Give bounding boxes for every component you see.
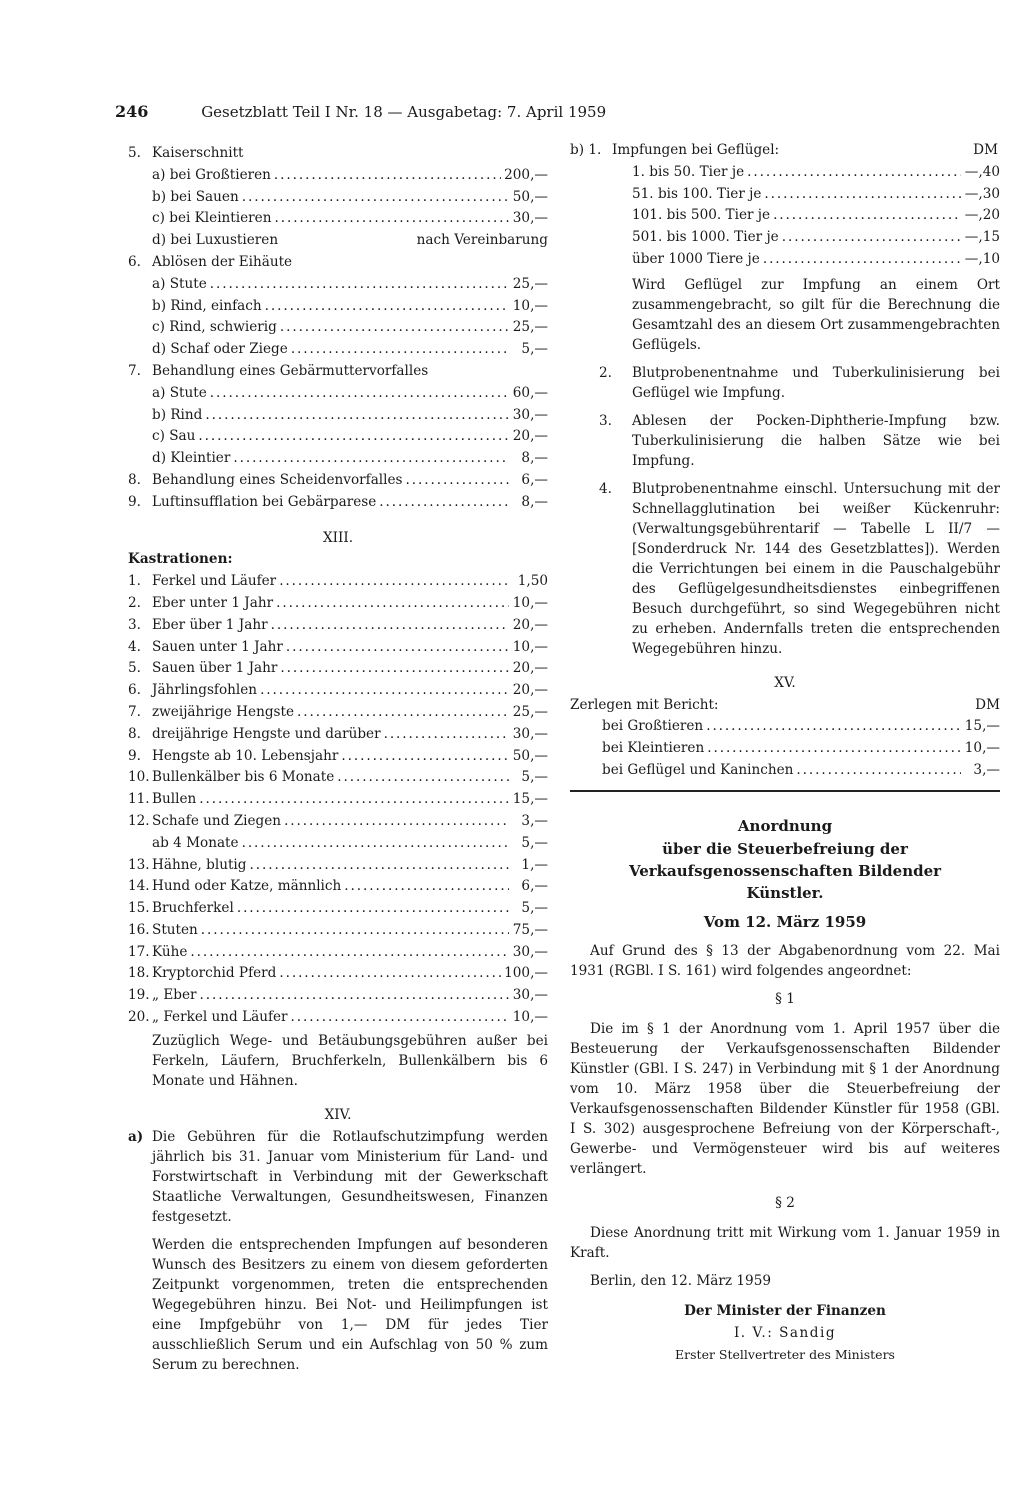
kastration-item-row [128, 615, 548, 637]
kastration-item-label: Hengste ab 10. Lebensjahr [152, 747, 339, 764]
kastration-item-number: 11. [128, 791, 150, 808]
kastration-item-row [128, 985, 548, 1007]
xv-value: 10,— [964, 740, 1000, 757]
paragraph-2-heading: § 2 [775, 1195, 795, 1212]
kastration-item-leader-dots [297, 702, 509, 724]
kastration-item-row [128, 746, 548, 768]
kastration-item-value: 1,50 [517, 573, 548, 590]
tariff-item-label: a) bei Großtieren [152, 166, 271, 183]
tariff-item-row [128, 317, 548, 339]
kastration-item-row [128, 833, 548, 855]
xv-leader-dots [706, 716, 961, 738]
tariff-item-label: c) bei Kleintieren [152, 210, 272, 227]
kastration-item-row [128, 702, 548, 724]
b4-block [570, 479, 1000, 659]
kastration-item-number: 10. [128, 769, 150, 786]
kastration-item-value: 10,— [512, 1009, 548, 1026]
kastration-item-label: Schafe und Ziegen [152, 812, 282, 829]
xiv-a-block [128, 1127, 548, 1227]
kastration-item-number: 13. [128, 856, 150, 873]
left-column [128, 143, 548, 1375]
tariff-item-label: Kaiserschnitt [152, 145, 244, 161]
tariff-item-leader-dots [198, 426, 509, 448]
kastration-item-label: zweijährige Hengste [152, 703, 295, 720]
kastration-item-leader-dots [190, 942, 509, 964]
kastration-item-leader-dots [271, 615, 509, 637]
tariff-item-number: 5. [128, 145, 141, 161]
kastration-item-row [128, 724, 548, 746]
tariff-item-row [128, 230, 548, 252]
tariff-item-leader-dots [274, 165, 501, 187]
kastration-item-row [128, 658, 548, 680]
tariff-item-leader-dots [210, 383, 509, 405]
kastrationen-heading: Kastrationen: [128, 551, 233, 568]
tariff-item-value: nach Vereinbarung [416, 232, 548, 249]
b4-number: 4. [599, 480, 612, 497]
tier-leader-dots [773, 205, 961, 227]
kastration-item-leader-dots [344, 876, 509, 898]
kastration-item-number: 16. [128, 921, 150, 938]
kastration-item-number: 6. [128, 682, 141, 699]
tariff-item-row [128, 448, 548, 470]
tariff-item-row [128, 405, 548, 427]
kastration-item-label: Hähne, blutig [152, 856, 247, 873]
tariff-item-label: b) bei Sauen [152, 188, 239, 205]
kastration-item-value: 20,— [512, 616, 548, 633]
tariff-item-leader-dots [274, 208, 509, 230]
tier-value: —,40 [964, 163, 1000, 180]
xv-list [570, 716, 1000, 781]
tariff-item-number: 9. [128, 493, 141, 510]
paragraph-1-heading: § 1 [775, 991, 795, 1008]
tariff-item-row [128, 383, 548, 405]
tariff-item-label: d) bei Luxustieren [152, 232, 279, 249]
kastration-item-row [128, 942, 548, 964]
tariff-item-value: 8,— [521, 450, 548, 467]
kastration-item-label: Kryptorchid Pferd [152, 965, 277, 982]
tariff-item-row [128, 252, 548, 274]
kastration-item-row [128, 680, 548, 702]
kastration-item-row [128, 855, 548, 877]
kastration-item-number: 1. [128, 573, 141, 590]
zerlegen-row [570, 695, 1000, 717]
tariff-item-label: Behandlung eines Gebärmuttervorfalles [152, 362, 429, 379]
kastration-item-number: 2. [128, 594, 141, 611]
tariff-item-label: Behandlung eines Scheidenvorfalles [152, 471, 403, 488]
kastration-item-leader-dots [286, 637, 509, 659]
tariff-item-label: Luftinsufflation bei Gebärparese [152, 493, 377, 510]
tariff-item-row [128, 470, 548, 492]
kastration-item-number: 8. [128, 725, 141, 742]
kastration-item-value: 20,— [512, 660, 548, 677]
kastration-item-value: 50,— [512, 747, 548, 764]
b-heading-row [570, 140, 1000, 162]
signatory-role: Erster Stellvertreter des Ministers [675, 1347, 895, 1363]
kastration-item-leader-dots [200, 985, 509, 1007]
kastration-item-number: 19. [128, 987, 150, 1004]
kastration-item-value: 3,— [521, 812, 548, 829]
tariff-item-label: c) Rind, schwierig [152, 319, 277, 336]
kastration-item-number: 4. [128, 638, 141, 655]
tariff-item-value: 25,— [512, 319, 548, 336]
tariff-item-value: 20,— [512, 428, 548, 445]
kastration-item-label: ab 4 Monate [152, 834, 239, 851]
tariff-item-row [128, 274, 548, 296]
anordnung-title: Anordnung [737, 816, 833, 835]
tier-value: —,30 [964, 185, 1000, 202]
xv-leader-dots [707, 738, 961, 760]
tariff-item-row [128, 187, 548, 209]
kastration-item-value: 10,— [512, 594, 548, 611]
kastration-item-value: 30,— [512, 987, 548, 1004]
tariff-item-value: 50,— [512, 188, 548, 205]
kastration-item-value: 100,— [504, 965, 548, 982]
tier-leader-dots [763, 249, 961, 271]
kastration-item-row [128, 811, 548, 833]
tier-row [570, 227, 1000, 249]
kastration-item-label: Sauen unter 1 Jahr [152, 638, 283, 655]
tariff-item-row [128, 165, 548, 187]
tariff-item-leader-dots [406, 470, 509, 492]
b-marker: b) 1. [570, 142, 602, 158]
tier-row [570, 249, 1000, 271]
kastration-item-value: 20,— [512, 682, 548, 699]
decree-intro: Auf Grund des § 13 der Abgabenordnung vom 22. Mai 1931 (RGBl. I S. 161) wird folgendes angeordnet: [570, 943, 1000, 980]
kastration-item-label: Sauen über 1 Jahr [152, 660, 278, 677]
kastration-item-value: 10,— [512, 638, 548, 655]
xv-label: bei Geflügel und Kaninchen [602, 761, 794, 778]
tariff-item-label: b) Rind, einfach [152, 297, 262, 314]
xv-row [570, 760, 1000, 782]
kastration-item-row [128, 1007, 548, 1029]
tariff-item-row [128, 143, 548, 165]
tariff-item-value: 25,— [512, 275, 548, 292]
kastration-item-number: 3. [128, 616, 141, 633]
tariff-item-number: 8. [128, 471, 141, 488]
section-divider [570, 790, 1000, 792]
kastration-item-label: Eber über 1 Jahr [152, 616, 268, 633]
zerlegen-label: Zerlegen mit Bericht: [570, 696, 719, 713]
tier-leader-dots [764, 184, 961, 206]
tier-leader-dots [782, 227, 961, 249]
kastration-item-number: 14. [128, 878, 150, 895]
tariff-item-leader-dots [379, 492, 509, 514]
tier-label: 501. bis 1000. Tier je [632, 229, 779, 246]
kastration-item-number: 15. [128, 900, 150, 917]
tariff-item-leader-dots [233, 448, 509, 470]
kastration-item-number: 12. [128, 812, 150, 829]
tariff-list-kastrationen [128, 571, 548, 1029]
xv-label: bei Großtieren [602, 718, 704, 735]
tier-label: 51. bis 100. Tier je [632, 185, 762, 202]
kastration-item-number: 7. [128, 703, 141, 720]
kastration-item-label: Stuten [152, 921, 198, 938]
kastration-item-leader-dots [249, 855, 509, 877]
tier-label: 1. bis 50. Tier je [632, 163, 745, 180]
page-header [115, 102, 795, 121]
tariff-item-leader-dots [280, 317, 509, 339]
kastration-item-value: 75,— [512, 921, 548, 938]
kastration-item-leader-dots [199, 789, 509, 811]
b4-text: Blutprobenentnahme einschl. Untersuchung mit der Schnellagglutination bei weißer Kückenruhr: (Verwaltungsgebührentarif — Tabelle L II/7 — [Sonderdruck Nr. 144 des Gesetzblattes]). Werden die Verrichtungen bei einem in die Pauschalgebühr des Geflügelgesundheitsdienstes einbegriffenen Besuch durchgeführt, so sind Wegegebühren nicht zu erheben. Andernfalls treten die entsprechenden Wegegebühren hinzu. [632, 480, 1000, 657]
tariff-item-leader-dots [205, 405, 509, 427]
kastration-item-value: 30,— [512, 725, 548, 742]
b3-text: Ablesen der Pocken-Diphtherie-Impfung bzw. Tuberkulinisierung die halben Sätze wie bei Impfung. [632, 412, 1000, 469]
b-heading: Impfungen bei Geflügel: [612, 142, 780, 158]
kastration-item-label: „ Ferkel und Läufer [152, 1009, 288, 1026]
tariff-item-row [128, 361, 548, 383]
tariff-item-row [128, 296, 548, 318]
b3-number: 3. [599, 412, 612, 429]
kastration-item-leader-dots [279, 571, 509, 593]
b-dm: DM [973, 142, 998, 158]
kastration-item-leader-dots [284, 811, 509, 833]
kastration-item-label: Hund oder Katze, männlich [152, 878, 342, 895]
tariff-item-row [128, 208, 548, 230]
paragraph-1-text: Die im § 1 der Anordnung vom 1. April 1957 über die Besteuerung der Verkaufsgenossenschaften Bildender Künstler (GBl. I S. 247) in Verbindung mit § 1 der Anordnung vom 10. März 1958 über die Steuerbefreiung der Verkaufsgenossenschaften Bildender Künstler für 1958 (GBl. I S. 302) ausgesprochene Befreiung von der Körperschaft-, Gewerbe- und Vermögensteuer wird bis auf weiteres verlängert. [570, 1021, 1000, 1178]
kastration-item-row [128, 571, 548, 593]
xv-value: 3,— [973, 761, 1000, 778]
kastration-item-label: Ferkel und Läufer [152, 573, 277, 590]
b2-block [570, 363, 1000, 403]
section-xiv-heading: XIV. [324, 1106, 352, 1123]
kastration-item-label: Jährlingsfohlen [152, 682, 258, 699]
kastration-item-label: Kühe [152, 943, 188, 960]
tier-row [570, 162, 1000, 184]
xv-dm: DM [975, 696, 1000, 713]
tariff-item-value: 6,— [521, 471, 548, 488]
b3-block [570, 411, 1000, 471]
signatory-name: I. V.: Sandig [733, 1324, 837, 1341]
tariff-item-row [128, 339, 548, 361]
tariff-item-value: 5,— [521, 341, 548, 358]
tariff-item-value: 30,— [512, 406, 548, 423]
tariff-item-value: 200,— [504, 166, 548, 183]
tariff-item-label: c) Sau [152, 428, 196, 445]
kastration-item-row [128, 767, 548, 789]
tariff-item-leader-dots [210, 274, 509, 296]
tariff-item-value: 60,— [512, 384, 548, 401]
kastration-item-number: 5. [128, 660, 141, 677]
tariff-item-label: d) Kleintier [152, 450, 231, 467]
kastration-item-row [128, 898, 548, 920]
kastration-item-leader-dots [384, 724, 509, 746]
signatory-title: Der Minister der Finanzen [684, 1302, 886, 1319]
tier-leader-dots [747, 162, 961, 184]
b2-number: 2. [599, 364, 612, 381]
kastration-item-leader-dots [337, 767, 509, 789]
xv-row [570, 738, 1000, 760]
tariff-item-row [128, 492, 548, 514]
kastration-item-value: 15,— [512, 791, 548, 808]
tariff-item-number: 6. [128, 253, 141, 270]
tier-row [570, 205, 1000, 227]
paragraph-2-text: Diese Anordnung tritt mit Wirkung vom 1. Januar 1959 in Kraft. [570, 1224, 1000, 1261]
section-xv-heading: XV. [774, 674, 796, 691]
kastration-item-row [128, 963, 548, 985]
kastration-item-row [128, 637, 548, 659]
tariff-item-label: Ablösen der Eihäute [152, 253, 293, 270]
kastration-item-label: Eber unter 1 Jahr [152, 594, 274, 611]
xv-label: bei Kleintieren [602, 740, 705, 757]
kastration-item-value: 5,— [521, 769, 548, 786]
tier-list [570, 162, 1000, 271]
kastration-item-leader-dots [242, 833, 509, 855]
tier-value: —,20 [964, 207, 1000, 224]
place-and-date: Berlin, den 12. März 1959 [590, 1272, 771, 1289]
page-number: 246 [115, 102, 149, 121]
xv-leader-dots [796, 760, 961, 782]
xv-row [570, 716, 1000, 738]
xv-value: 15,— [964, 718, 1000, 735]
kastration-item-leader-dots [291, 1007, 509, 1029]
decree-date: Vom 12. März 1959 [703, 912, 867, 931]
right-column [570, 140, 1000, 1366]
tariff-list-xii [128, 143, 548, 514]
kastration-item-label: „ Eber [152, 987, 197, 1004]
kastration-item-leader-dots [279, 963, 501, 985]
kastration-item-leader-dots [341, 746, 509, 768]
zuzueglich-note: Zuzüglich Wege- und Betäubungsgebühren außer bei Ferkeln, Läufern, Bruchferkeln, Bullenkälbern bis 6 Monate und Hähnen. [152, 1032, 548, 1089]
tariff-item-value: 8,— [521, 493, 548, 510]
b1-note: Wird Geflügel zur Impfung an einem Ort zusammengebracht, so gilt für die Berechnung die Gesamtzahl des an diesem Ort zusammengebrachten Geflügels. [632, 276, 1000, 353]
kastration-item-row [128, 876, 548, 898]
kastration-item-value: 25,— [512, 703, 548, 720]
kastration-item-number: 17. [128, 943, 150, 960]
section-xiii-heading: XIII. [322, 529, 354, 546]
anordnung-subtitle: über die Steuerbefreiung der Verkaufsgenossenschaften Bildender Künstler. [628, 839, 942, 902]
gazette-title: Gesetzblatt Teil I Nr. 18 — Ausgabetag: 7. April 1959 [201, 103, 607, 121]
tier-value: —,15 [964, 229, 1000, 246]
kastration-item-row [128, 593, 548, 615]
kastration-item-number: 9. [128, 747, 141, 764]
kastration-item-row [128, 920, 548, 942]
tariff-item-label: b) Rind [152, 406, 203, 423]
kastration-item-value: 5,— [521, 900, 548, 917]
kastration-item-leader-dots [276, 593, 509, 615]
kastration-item-value: 6,— [521, 878, 548, 895]
tariff-item-row [128, 426, 548, 448]
kastration-item-value: 5,— [521, 834, 548, 851]
kastration-item-row [128, 789, 548, 811]
kastration-item-value: 1,— [521, 856, 548, 873]
kastration-item-leader-dots [260, 680, 509, 702]
kastration-item-number: 18. [128, 965, 150, 982]
kastration-item-label: Bullen [152, 791, 197, 808]
kastration-item-leader-dots [201, 920, 509, 942]
tier-label: 101. bis 500. Tier je [632, 207, 771, 224]
kastration-item-leader-dots [280, 658, 509, 680]
tariff-item-number: 7. [128, 362, 141, 379]
tariff-item-value: 10,— [512, 297, 548, 314]
tariff-item-label: d) Schaf oder Ziege [152, 341, 288, 358]
kastration-item-leader-dots [237, 898, 509, 920]
b2-text: Blutprobenentnahme und Tuberkulinisierung bei Geflügel wie Impfung. [632, 364, 1000, 401]
tariff-item-leader-dots [242, 187, 509, 209]
tariff-item-leader-dots [265, 296, 509, 318]
tariff-item-value: 30,— [512, 210, 548, 227]
kastration-item-value: 30,— [512, 943, 548, 960]
tier-value: —,10 [964, 250, 1000, 267]
kastration-item-label: Bullenkälber bis 6 Monate [152, 769, 335, 786]
kastration-item-label: dreijährige Hengste und darüber [152, 725, 381, 742]
kastration-item-label: Bruchferkel [152, 900, 234, 917]
xiv-a-marker: a) [128, 1128, 144, 1145]
xiv-a-text: Die Gebühren für die Rotlaufschutzimpfung werden jährlich bis 31. Januar vom Ministerium für Land- und Forstwirtschaft in Verbindung mit der Gewerkschaft Staatliche Verwaltungen, Gesundheitswesen, Finanzen festgesetzt. [152, 1128, 548, 1225]
tier-label: über 1000 Tiere je [632, 250, 760, 267]
tariff-item-leader-dots [291, 339, 509, 361]
tariff-item-label: a) Stute [152, 384, 207, 401]
tier-row [570, 184, 1000, 206]
xiv-a-second-paragraph: Werden die entsprechenden Impfungen auf besonderen Wunsch des Besitzers zu einem von diesem geforderten Zeitpunkt vorgenommen, treten die entsprechenden Wegegebühren hinzu. Bei Not- und Heilimpfungen ist eine Impfgebühr von 1,— DM für jedes Tier ausschließlich Serum und ein Aufschlag von 50 % zum Serum zu berechnen. [152, 1236, 548, 1373]
tariff-item-label: a) Stute [152, 275, 207, 292]
kastration-item-number: 20. [128, 1009, 150, 1026]
